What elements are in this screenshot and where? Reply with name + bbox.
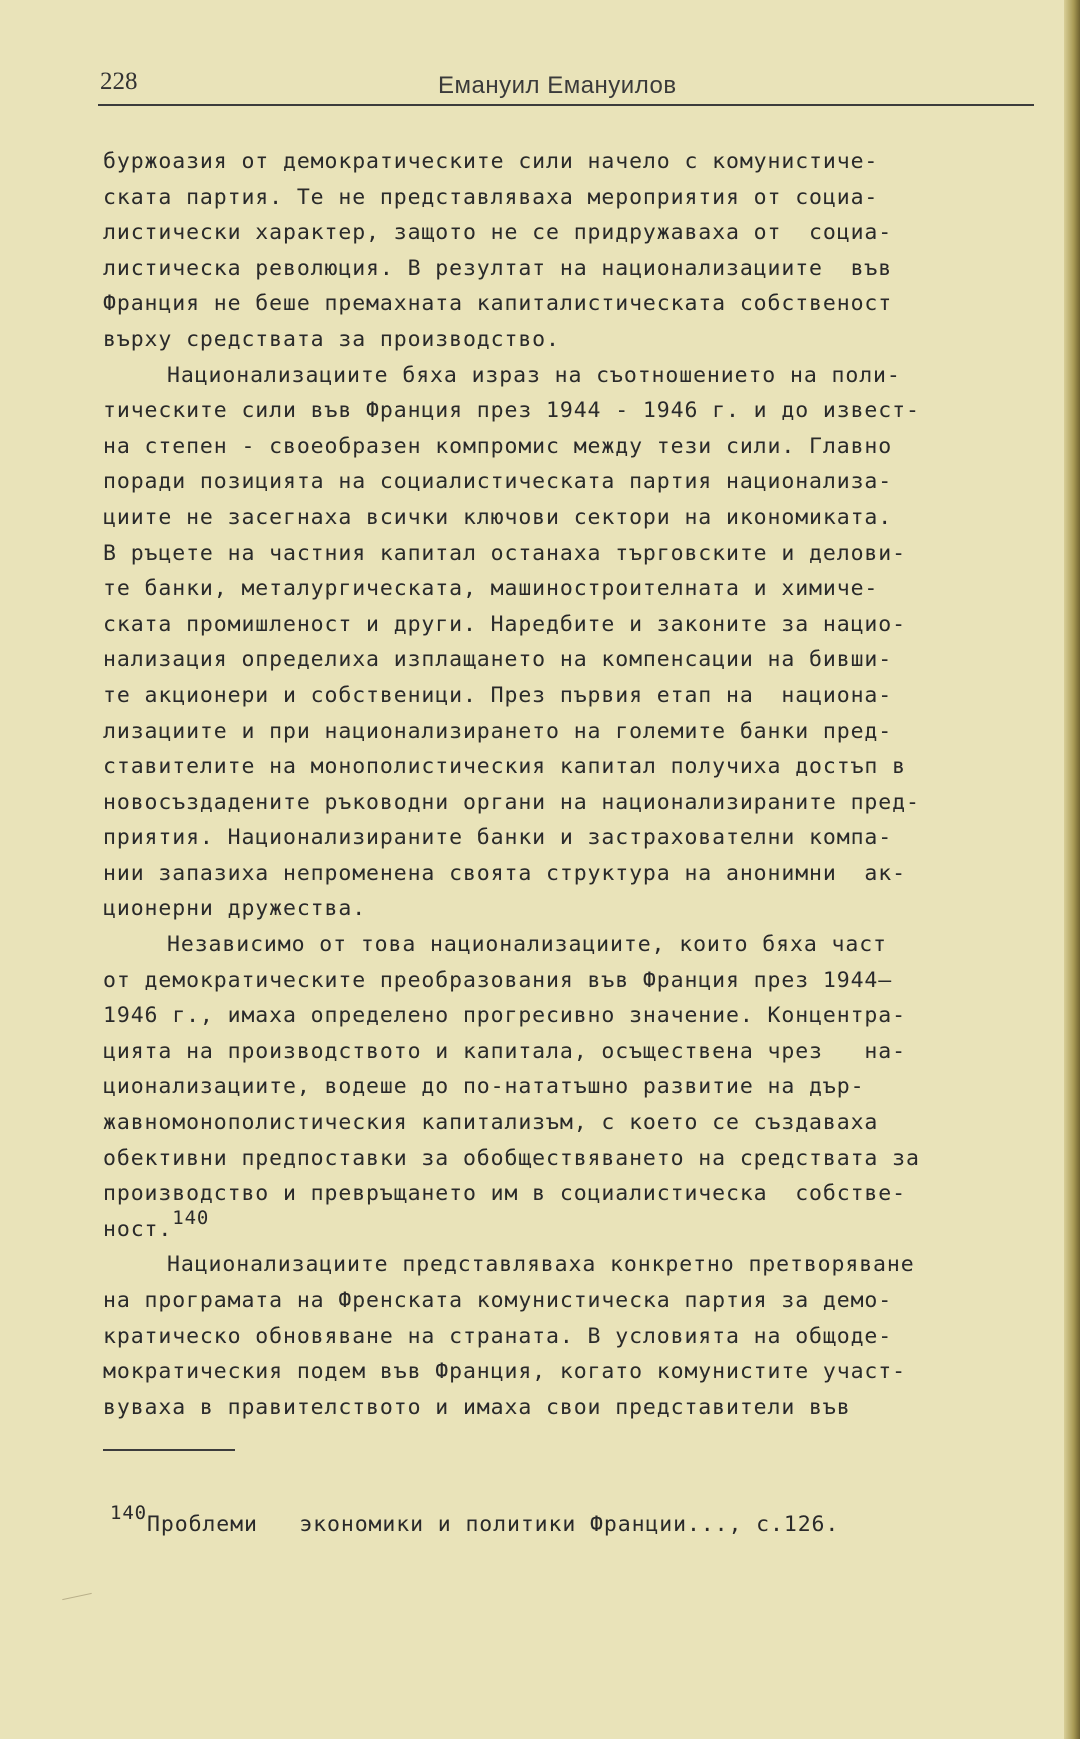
text-line: обективни предпоставки за обобществяването на средствата за (103, 1145, 920, 1171)
text-line: буржоазия от демократическите сили начело с комунистиче- (103, 149, 879, 174)
footnote-separator (103, 1449, 235, 1451)
footnote-number: 140 (110, 1502, 148, 1524)
text-line: циите не засегнаха всички ключови сектори на икономиката. (103, 504, 893, 530)
text-line: В ръцете на частния капитал останаха търговските и делови- (103, 540, 906, 566)
text-line: тическите сили във Франция през 1944 - 1946 г. и до извест- (103, 398, 920, 424)
text-line-end: ност. (103, 1216, 173, 1242)
footnote (110, 1502, 840, 1537)
page-header (98, 68, 1034, 108)
text-line: кратическо обновяване на страната. В условията на общоде- (103, 1323, 893, 1349)
running-head-author: Емануил Емануилов (438, 72, 677, 99)
text-line: мократическия подем във Франция, когато комунистите участ- (103, 1359, 906, 1385)
text-line: листически характер, защото не се придружаваха от социа- (103, 220, 893, 246)
text-line: те акционери и собственици. През първия етап на национа- (103, 682, 893, 708)
text-line: те банки, металургическата, машиностроителната и химиче- (103, 576, 879, 602)
text-line: Независимо от това национализациите, които бяха част (167, 932, 887, 958)
text-line: ционализациите, водеше до по-нататъшно развитие на дър- (103, 1074, 865, 1100)
text-line: приятия. Национализираните банки и застрахователни компа- (103, 825, 893, 851)
text-line: жавномонополистическия капитализъм, с което се създаваха (103, 1110, 879, 1136)
text-line: производство и превръщането им в социалистическа собстве- (103, 1181, 906, 1207)
main-text (103, 144, 1053, 1425)
footnote-reference: 140 (172, 1206, 210, 1229)
text-line: нализация определиха изплащането на компенсации на бивши- (103, 647, 893, 673)
footnote-text: Проблеми экономики и политики Франции..., с.126. (147, 1512, 840, 1537)
page-number: 228 (100, 68, 138, 95)
text-line: вуваха в правителството и имаха свои представители във (103, 1394, 851, 1420)
text-line: цията на производството и капитала, осъществена чрез на- (103, 1038, 906, 1064)
paper-mark (62, 1593, 92, 1600)
text-line: ската промишленост и други. Наредбите и законите за нацио- (103, 611, 906, 637)
text-line: нии запазиха непроменена своята структура на анонимни ак- (103, 860, 906, 886)
text-line: поради позицията на социалистическата партия национализа- (103, 469, 893, 495)
text-line: лизациите и при национализирането на големите банки пред- (103, 718, 893, 744)
text-line: на степен - своеобразен компромис между тези сили. Главно (103, 433, 893, 459)
text-line: 1946 г., имаха определено прогресивно значение. Концентра- (103, 1003, 906, 1029)
text-line: Франция не беше премахната капиталистическата собственост (103, 291, 893, 317)
text-line: от демократическите преобразования във Франция през 1944— (103, 967, 893, 993)
text-line: върху средствата за производство. (103, 326, 560, 352)
text-line: Национализациите представляваха конкретно претворяване (167, 1252, 915, 1278)
text-line: ставителите на монополистическия капитал получиха достъп в (103, 754, 906, 780)
text-line: ционерни дружества. (103, 896, 367, 922)
text-line: ската партия. Те не представляваха мероприятия от социа- (103, 184, 879, 210)
text-line: Национализациите бяха израз на съотношението на поли- (167, 362, 901, 388)
text-line: листическа революция. В резултат на национализациите във (103, 255, 893, 281)
text-line: на програмата на Френската комунистическа партия за демо- (103, 1288, 893, 1313)
text-line: новосъздадените ръководни органи на национализираните пред- (103, 789, 920, 815)
text-line-with-footnote (103, 1206, 1053, 1248)
page-edge-shadow (1064, 0, 1080, 1739)
header-rule (98, 104, 1034, 106)
